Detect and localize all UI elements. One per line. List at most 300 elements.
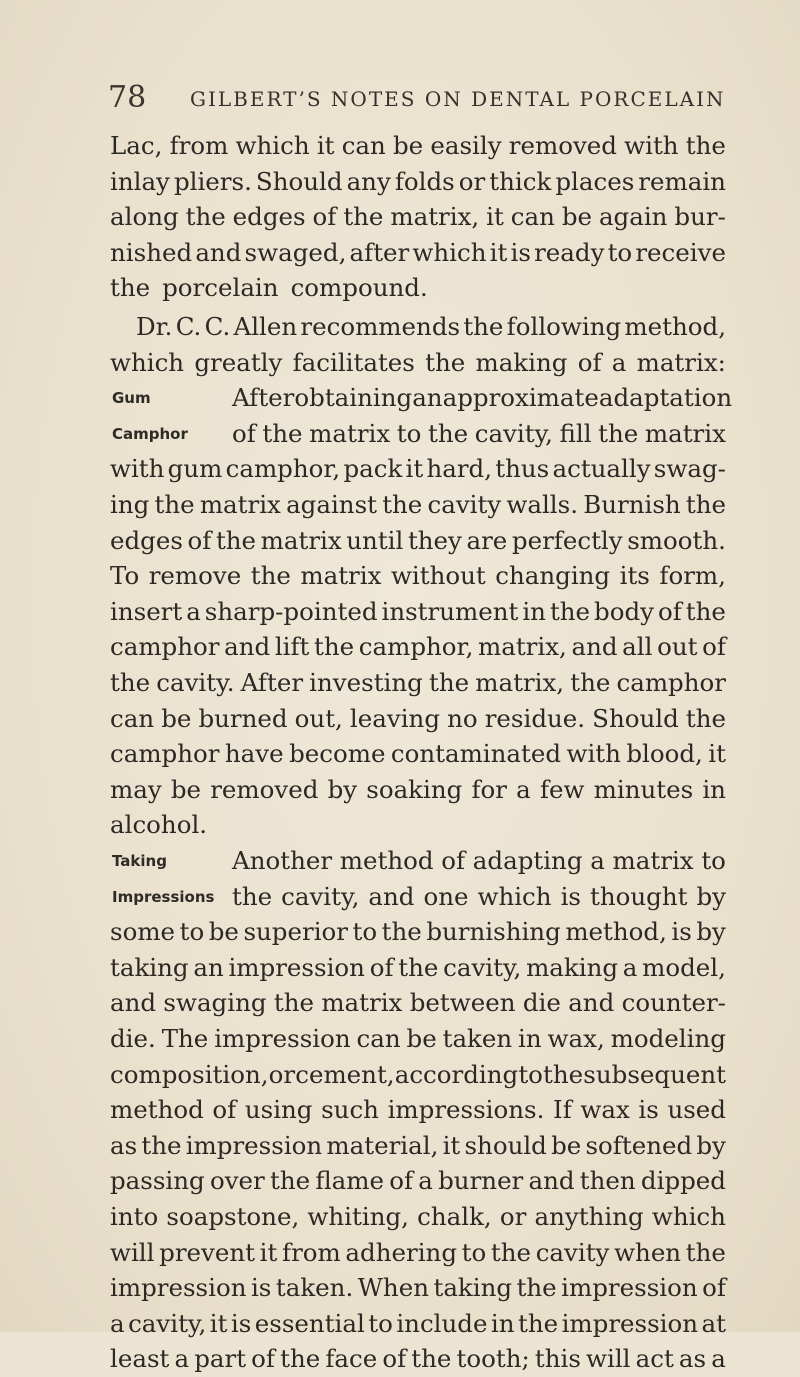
word: an bbox=[412, 383, 443, 413]
word: a bbox=[186, 596, 201, 626]
word: tooth; bbox=[456, 1344, 530, 1374]
word: impression bbox=[110, 1273, 247, 1303]
word: lift bbox=[274, 632, 310, 662]
word: matrix bbox=[300, 561, 382, 591]
text-line bbox=[110, 199, 726, 235]
word: which bbox=[651, 1202, 726, 1231]
word: remain bbox=[638, 166, 726, 196]
word: be bbox=[551, 1130, 582, 1160]
word: include bbox=[396, 1308, 488, 1338]
text-line bbox=[110, 1092, 726, 1128]
word: Another bbox=[232, 846, 333, 875]
text-line bbox=[110, 985, 726, 1021]
text-line bbox=[110, 772, 726, 808]
word: obtaining bbox=[294, 383, 413, 413]
word: minutes bbox=[593, 774, 694, 804]
word: pliers. bbox=[173, 166, 252, 196]
word: along bbox=[110, 202, 179, 232]
word: against bbox=[286, 490, 377, 519]
word: matrix, bbox=[475, 668, 565, 697]
margin-note-impressions: Impressions bbox=[112, 887, 215, 906]
word: matrix bbox=[309, 418, 391, 448]
word: burned bbox=[198, 703, 288, 733]
word: can bbox=[110, 703, 155, 733]
word: a bbox=[110, 1308, 125, 1338]
word: flame bbox=[315, 1166, 385, 1196]
word: thought bbox=[589, 881, 688, 911]
word: making bbox=[526, 952, 619, 982]
word: to bbox=[461, 1237, 487, 1267]
word: matrix bbox=[260, 525, 342, 555]
word: this bbox=[534, 1344, 581, 1374]
word: be bbox=[561, 202, 593, 232]
word: greatly bbox=[194, 347, 283, 377]
word: inlay bbox=[110, 166, 170, 196]
word: method bbox=[110, 1095, 204, 1125]
word: the bbox=[685, 131, 726, 160]
word: impression bbox=[185, 1130, 323, 1160]
word: part bbox=[194, 1344, 247, 1374]
word: to bbox=[701, 846, 726, 875]
word: between bbox=[409, 988, 516, 1018]
word: will bbox=[110, 1237, 155, 1267]
word: will bbox=[586, 1344, 631, 1374]
text-line bbox=[110, 914, 726, 950]
word: model, bbox=[642, 952, 726, 982]
word: no bbox=[447, 703, 478, 733]
word: fill bbox=[559, 418, 592, 448]
text-line bbox=[110, 558, 726, 594]
word: all bbox=[622, 632, 653, 662]
word: swag- bbox=[653, 454, 726, 484]
word: easily bbox=[430, 131, 502, 160]
word: receive bbox=[635, 237, 726, 267]
word: until bbox=[346, 525, 404, 555]
word: residue. bbox=[484, 703, 586, 733]
word: they bbox=[407, 525, 462, 555]
word: die. bbox=[110, 1024, 156, 1053]
word: the bbox=[685, 703, 726, 733]
word: of bbox=[702, 1273, 726, 1303]
text-line bbox=[110, 235, 726, 271]
word: Should bbox=[255, 166, 343, 196]
word: hard, bbox=[426, 454, 493, 484]
word: can bbox=[356, 1024, 401, 1053]
word: a bbox=[174, 1344, 190, 1374]
word: burner bbox=[438, 1166, 524, 1196]
text-line bbox=[110, 665, 726, 701]
word: which bbox=[110, 347, 185, 377]
word: in bbox=[702, 774, 726, 804]
word: out, bbox=[294, 703, 343, 733]
word: body bbox=[594, 596, 654, 626]
word: C. bbox=[175, 312, 202, 341]
word: compound. bbox=[290, 273, 428, 303]
text-line bbox=[110, 451, 726, 487]
word: it bbox=[489, 237, 508, 267]
running-title: GILBERT’S NOTES ON DENTAL PORCELAIN bbox=[190, 87, 726, 111]
word: taken bbox=[442, 1024, 513, 1053]
text-line bbox=[110, 1341, 726, 1377]
word: out bbox=[657, 632, 698, 662]
word: form, bbox=[659, 561, 726, 591]
word: the bbox=[490, 1237, 532, 1267]
text-line bbox=[110, 1306, 726, 1342]
word: matrix bbox=[321, 988, 403, 1018]
word: matrix, bbox=[390, 202, 480, 232]
word: actually bbox=[552, 454, 651, 484]
word: without bbox=[390, 561, 486, 591]
word: are bbox=[466, 525, 508, 555]
word: should bbox=[464, 1130, 547, 1160]
text-line bbox=[232, 380, 733, 416]
word: soapstone, bbox=[166, 1202, 300, 1231]
word: of bbox=[212, 1095, 237, 1125]
word: the bbox=[598, 418, 639, 448]
word: can bbox=[341, 131, 386, 160]
word: the bbox=[185, 202, 226, 232]
text-line bbox=[110, 701, 726, 737]
word: dipped bbox=[640, 1166, 726, 1196]
word: in bbox=[518, 1024, 542, 1053]
word: sharp-pointed bbox=[204, 596, 378, 626]
word: material, bbox=[326, 1130, 439, 1160]
word: at bbox=[701, 1308, 726, 1338]
word: it bbox=[316, 131, 335, 160]
word: cement, bbox=[295, 1059, 395, 1089]
word: die bbox=[522, 988, 561, 1018]
word: to bbox=[518, 1059, 543, 1089]
word: Burnish bbox=[583, 490, 681, 519]
word: perfectly bbox=[511, 525, 623, 555]
word: method, bbox=[624, 312, 726, 341]
text-line bbox=[110, 807, 726, 843]
word: camphor, bbox=[225, 454, 341, 484]
word: is bbox=[560, 881, 581, 911]
word: of bbox=[382, 1344, 407, 1374]
word: the bbox=[428, 668, 470, 697]
word: the bbox=[685, 1237, 726, 1267]
word: the bbox=[411, 1344, 452, 1374]
word: a bbox=[711, 1344, 726, 1374]
word: facilitates bbox=[292, 347, 415, 377]
word: of bbox=[187, 525, 212, 555]
word: have bbox=[224, 739, 284, 769]
word: blood, bbox=[626, 739, 703, 769]
text-line bbox=[232, 416, 726, 452]
word: which bbox=[477, 881, 552, 911]
word: following bbox=[506, 312, 622, 341]
page-number: 78 bbox=[108, 80, 147, 115]
word: it bbox=[486, 202, 504, 232]
word: edges bbox=[232, 202, 306, 232]
word: To bbox=[110, 561, 140, 591]
word: a bbox=[516, 774, 531, 804]
text-line bbox=[232, 843, 726, 879]
text-line bbox=[110, 1235, 726, 1271]
word: it bbox=[209, 1308, 228, 1338]
word: camphor bbox=[110, 739, 220, 769]
word: camphor bbox=[616, 668, 726, 697]
word: used bbox=[667, 1095, 726, 1125]
word: then bbox=[579, 1166, 636, 1196]
word: the bbox=[570, 668, 611, 697]
word: impressions. bbox=[387, 1095, 545, 1125]
word: leaving bbox=[349, 703, 441, 733]
word: and bbox=[568, 988, 615, 1018]
word: Dr. bbox=[136, 312, 173, 341]
word: swaging bbox=[163, 988, 267, 1018]
word: of bbox=[232, 418, 256, 448]
word: counter- bbox=[621, 988, 726, 1018]
word: using bbox=[244, 1095, 313, 1125]
text-line bbox=[232, 879, 726, 915]
word: of bbox=[389, 1166, 414, 1196]
word: pack bbox=[343, 454, 403, 484]
word: of bbox=[577, 347, 602, 377]
text-line bbox=[110, 1163, 726, 1199]
word: be bbox=[392, 131, 424, 160]
word: alcohol. bbox=[110, 810, 208, 840]
word: anything bbox=[534, 1202, 644, 1231]
word: remove bbox=[148, 561, 242, 591]
word: impression bbox=[214, 1024, 351, 1053]
word: essential bbox=[254, 1308, 365, 1338]
word: after bbox=[349, 237, 410, 267]
text-line bbox=[110, 1128, 726, 1164]
word: impression bbox=[561, 1273, 698, 1303]
word: the bbox=[232, 881, 273, 911]
word: the bbox=[110, 668, 151, 697]
word: in bbox=[490, 1308, 515, 1338]
word: edges bbox=[110, 525, 183, 555]
word: the bbox=[154, 490, 195, 519]
word: modeling bbox=[610, 1024, 726, 1053]
word: The bbox=[161, 1024, 209, 1053]
word: be bbox=[161, 703, 192, 733]
word: or bbox=[458, 166, 486, 196]
word: be bbox=[208, 917, 239, 947]
text-line bbox=[110, 487, 726, 523]
word: it bbox=[708, 739, 726, 769]
word: Lac, bbox=[110, 131, 163, 160]
word: as bbox=[678, 1344, 707, 1374]
word: the bbox=[382, 490, 423, 519]
word: thick bbox=[489, 166, 552, 196]
word: the bbox=[428, 418, 469, 448]
word: matrix bbox=[644, 418, 726, 448]
text-line bbox=[110, 523, 726, 559]
word: prevent bbox=[159, 1237, 255, 1267]
word: the bbox=[516, 1273, 557, 1303]
word: or bbox=[268, 1059, 296, 1089]
text-line bbox=[110, 1270, 726, 1306]
word: smooth. bbox=[627, 525, 726, 555]
word: and bbox=[368, 881, 415, 911]
word: composition, bbox=[110, 1059, 269, 1089]
word: the bbox=[543, 1059, 584, 1089]
word: matrix bbox=[199, 490, 281, 519]
word: according bbox=[394, 1059, 519, 1089]
word: superior bbox=[243, 917, 348, 947]
word: the bbox=[273, 988, 314, 1018]
word: a bbox=[418, 1166, 433, 1196]
word: is bbox=[510, 237, 531, 267]
word: of bbox=[702, 632, 726, 662]
word: making bbox=[475, 347, 568, 377]
word: camphor, bbox=[358, 632, 474, 662]
word: matrix: bbox=[636, 347, 726, 377]
text-line bbox=[110, 629, 726, 665]
word: impression bbox=[561, 1308, 699, 1338]
word: investing bbox=[309, 668, 423, 697]
text-line bbox=[110, 128, 726, 164]
word: is bbox=[250, 1273, 272, 1303]
word: to bbox=[607, 237, 633, 267]
word: the bbox=[685, 490, 726, 519]
word: cavity, bbox=[443, 952, 522, 982]
word: for bbox=[471, 774, 508, 804]
text-line bbox=[110, 270, 726, 306]
page-header bbox=[0, 80, 800, 116]
word: softened bbox=[585, 1130, 693, 1160]
word: adhering bbox=[345, 1237, 457, 1267]
word: some bbox=[110, 917, 176, 947]
word: by bbox=[696, 881, 726, 911]
word: changing bbox=[495, 561, 611, 591]
word: it bbox=[442, 1130, 461, 1160]
word: become bbox=[289, 739, 386, 769]
word: wax, bbox=[547, 1024, 605, 1053]
word: C. bbox=[204, 312, 231, 341]
word: adapting bbox=[472, 846, 583, 875]
word: Should bbox=[592, 703, 679, 733]
word: taking bbox=[433, 1273, 513, 1303]
word: of bbox=[312, 202, 337, 232]
word: it bbox=[259, 1237, 278, 1267]
word: a bbox=[622, 952, 638, 982]
word: the bbox=[314, 632, 355, 662]
word: by bbox=[696, 917, 726, 947]
word: passing bbox=[110, 1166, 205, 1196]
word: taking bbox=[110, 952, 189, 982]
word: wax bbox=[580, 1095, 630, 1125]
word: its bbox=[619, 561, 650, 591]
word: of bbox=[369, 952, 394, 982]
word: may bbox=[110, 774, 162, 804]
text-line bbox=[110, 1057, 726, 1093]
word: burnishing bbox=[426, 917, 561, 947]
text-line bbox=[110, 736, 726, 772]
text-line bbox=[110, 594, 726, 630]
word: taken. bbox=[275, 1273, 354, 1303]
word: the bbox=[215, 525, 257, 555]
word: Allen bbox=[233, 312, 298, 341]
word: or bbox=[499, 1202, 527, 1231]
word: the bbox=[685, 596, 726, 626]
word: of bbox=[441, 846, 466, 875]
text-line bbox=[110, 345, 726, 381]
word: cavity bbox=[535, 1237, 610, 1267]
word: the bbox=[250, 561, 291, 591]
word: gum bbox=[167, 454, 223, 484]
word: soaking bbox=[366, 774, 463, 804]
word: removed bbox=[508, 131, 617, 160]
word: by bbox=[327, 774, 358, 804]
word: to bbox=[352, 917, 378, 947]
word: which bbox=[235, 131, 310, 160]
word: and bbox=[224, 632, 271, 662]
word: the bbox=[463, 312, 504, 341]
word: when bbox=[614, 1237, 682, 1267]
word: When bbox=[357, 1273, 429, 1303]
text-line bbox=[110, 1199, 726, 1235]
word: subsequent bbox=[583, 1059, 726, 1089]
word: is bbox=[230, 1308, 252, 1338]
word: camphor bbox=[110, 632, 220, 662]
word: After bbox=[232, 383, 295, 413]
word: an bbox=[193, 952, 224, 982]
word: and bbox=[528, 1166, 575, 1196]
word: a bbox=[611, 347, 627, 377]
text-line bbox=[110, 1021, 726, 1057]
word: impression bbox=[228, 952, 365, 982]
text-line bbox=[110, 164, 726, 200]
word: act bbox=[635, 1344, 674, 1374]
word: it bbox=[405, 454, 424, 484]
word: and bbox=[110, 988, 157, 1018]
word: folds bbox=[394, 166, 455, 196]
word: ready bbox=[534, 237, 605, 267]
word: least bbox=[110, 1344, 170, 1374]
word: as bbox=[110, 1130, 138, 1160]
word: matrix bbox=[612, 846, 694, 875]
word: any bbox=[346, 166, 391, 196]
word: to bbox=[396, 418, 422, 448]
word: the bbox=[141, 1130, 182, 1160]
word: recommends bbox=[300, 312, 461, 341]
word: ing bbox=[110, 490, 150, 519]
word: of bbox=[657, 596, 682, 626]
word: can bbox=[510, 202, 555, 232]
word: porcelain bbox=[162, 273, 279, 303]
text-line bbox=[110, 950, 726, 986]
word: adaptation bbox=[598, 383, 733, 413]
word: into bbox=[110, 1202, 159, 1231]
word: the bbox=[398, 952, 439, 982]
word: by bbox=[696, 1130, 726, 1160]
word: to bbox=[179, 917, 205, 947]
word: cavity, bbox=[281, 881, 360, 911]
word: from bbox=[169, 131, 229, 160]
word: cavity, bbox=[474, 418, 553, 448]
word: with bbox=[110, 454, 165, 484]
word: matrix, bbox=[478, 632, 567, 662]
word: method bbox=[339, 846, 434, 875]
word: contaminated bbox=[390, 739, 562, 769]
word: again bbox=[598, 202, 668, 232]
word: cavity bbox=[427, 490, 502, 519]
word: the bbox=[425, 347, 466, 377]
word: the bbox=[343, 202, 384, 232]
word: with bbox=[624, 131, 679, 160]
word: few bbox=[539, 774, 585, 804]
word: which bbox=[412, 237, 487, 267]
word: After bbox=[240, 668, 304, 697]
word: removed bbox=[210, 774, 319, 804]
word: and bbox=[195, 237, 242, 267]
margin-note-taking: Taking bbox=[112, 852, 167, 870]
